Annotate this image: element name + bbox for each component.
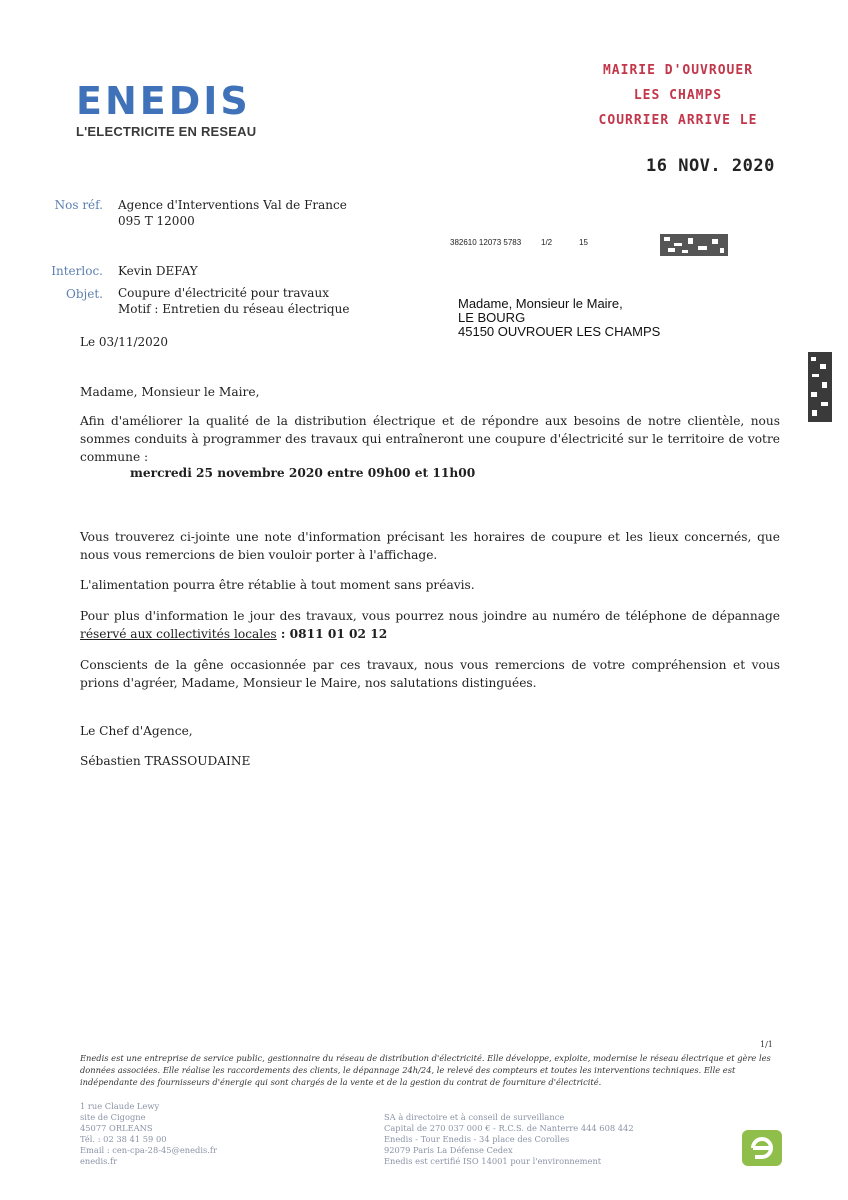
paragraph-intro: Afin d'améliorer la qualité de la distribution électrique et de répondre aux besoins de notre clientèle, nous sommes conduits à programmer des travaux qui entraîneront une coupure d'électricité sur le territoire de votre commune : <box>80 414 780 464</box>
closing-title: Le Chef d'Agence, <box>80 724 193 738</box>
datamatrix-barcode <box>660 234 728 256</box>
salutation: Madame, Monsieur le Maire, <box>80 385 260 399</box>
stamp-date: 16 NOV. 2020 <box>646 156 775 176</box>
interloc-value: Kevin DEFAY <box>118 264 198 278</box>
page-number: 1/1 <box>760 1040 773 1049</box>
page-fraction: 1/2 <box>541 238 553 247</box>
company-line: 92079 Paris La Défense Cedex <box>384 1145 513 1155</box>
recipient-line: 45150 OUVROUER LES CHAMPS <box>458 324 661 339</box>
logo-wordmark: ENEDIS <box>76 79 251 123</box>
stamp-line: COURRIER ARRIVE LE <box>598 113 758 128</box>
logo-tagline: L'ELECTRICITE EN RESEAU <box>76 124 257 139</box>
footer-company-info <box>384 1112 634 1167</box>
ref-line: Agence d'Interventions Val de France <box>118 198 347 212</box>
footer-legal-text: Enedis est une entreprise de service public, gestionnaire du réseau de distribution d'électricité. Elle développe, exploite, modernise le réseau électrique et gère les données associées. Elle réalise les raccordements des clients, le dépannage 24h/24, le relevé des compteurs et toutes les interventions techniques. Elle est indépendante des fournisseurs d'énergie qui sont chargés de la vente et de la gestion du contrat de fourniture d'électricité. <box>80 1053 771 1087</box>
address-line: 45077 ORLEANS <box>80 1123 153 1133</box>
footer-address <box>80 1101 217 1167</box>
company-line: Enedis est certifié ISO 14001 pour l'environnement <box>384 1156 602 1166</box>
stamp-line: LES CHAMPS <box>633 88 723 103</box>
company-line: Capital de 270 037 000 € - R.C.S. de Nanterre 444 608 442 <box>384 1123 634 1133</box>
interloc-label: Interloc. <box>51 264 103 278</box>
enedis-mark-icon <box>742 1130 782 1166</box>
objet-value <box>118 285 349 317</box>
address-line: Tél. : 02 38 41 59 00 <box>80 1134 167 1144</box>
objet-line: Coupure d'électricité pour travaux <box>118 286 329 300</box>
ref-label: Nos réf. <box>54 198 103 212</box>
recipient-line: Madame, Monsieur le Maire, <box>458 296 623 311</box>
recipient-line: LE BOURG <box>458 310 526 325</box>
paragraph-restore: L'alimentation pourra être rétablie à tout moment sans préavis. <box>80 578 475 592</box>
stamp-line: MAIRIE D'OUVROUER <box>602 63 754 78</box>
company-line: SA à directoire et à conseil de surveillance <box>384 1112 565 1122</box>
enedis-logo <box>76 79 257 139</box>
objet-label: Objet. <box>66 287 103 301</box>
ref-value <box>118 197 347 229</box>
work-schedule: mercredi 25 novembre 2020 entre 09h00 et 11h00 <box>130 466 476 480</box>
ref-line: 095 T 12000 <box>118 214 195 228</box>
contact-text: Pour plus d'information le jour des travaux, vous pourrez nous joindre au numéro de téléphone de dépannage <box>80 609 780 623</box>
paragraph-contact <box>80 607 780 643</box>
address-line: 1 rue Claude Lewy <box>80 1101 160 1111</box>
reserved-phrase: réservé aux collectivités locales <box>80 627 277 641</box>
side-qr-code <box>808 352 832 422</box>
mail-code: 15 <box>579 238 588 247</box>
recipient-address <box>458 297 660 339</box>
address-line: site de Cigogne <box>80 1112 146 1122</box>
email-link[interactable]: Email : cen-cpa-28-45@enedis.fr <box>80 1145 217 1155</box>
paragraph-closing: Conscients de la gêne occasionnée par ces travaux, nous vous remercions de votre compréhension et vous prions d'agréer, Madame, Monsieur le Maire, nos salutations distinguées. <box>80 658 780 690</box>
letter-date: Le 03/11/2020 <box>80 335 169 349</box>
website-link[interactable]: enedis.fr <box>80 1156 118 1166</box>
objet-line: Motif : Entretien du réseau électrique <box>118 302 350 316</box>
company-line: Enedis - Tour Enedis - 34 place des Corolles <box>384 1134 570 1144</box>
tracking-number: 382610 12073 5783 <box>450 238 522 247</box>
paragraph-notice: Vous trouverez ci-jointe une note d'information précisant les horaires de coupure et les lieux concernés, que nous vous remercions de bien vouloir porter à l'affichage. <box>80 530 780 562</box>
signatory-name: Sébastien TRASSOUDAINE <box>80 754 251 768</box>
phone-number: : 0811 01 02 12 <box>276 627 388 641</box>
received-stamp <box>578 58 778 133</box>
